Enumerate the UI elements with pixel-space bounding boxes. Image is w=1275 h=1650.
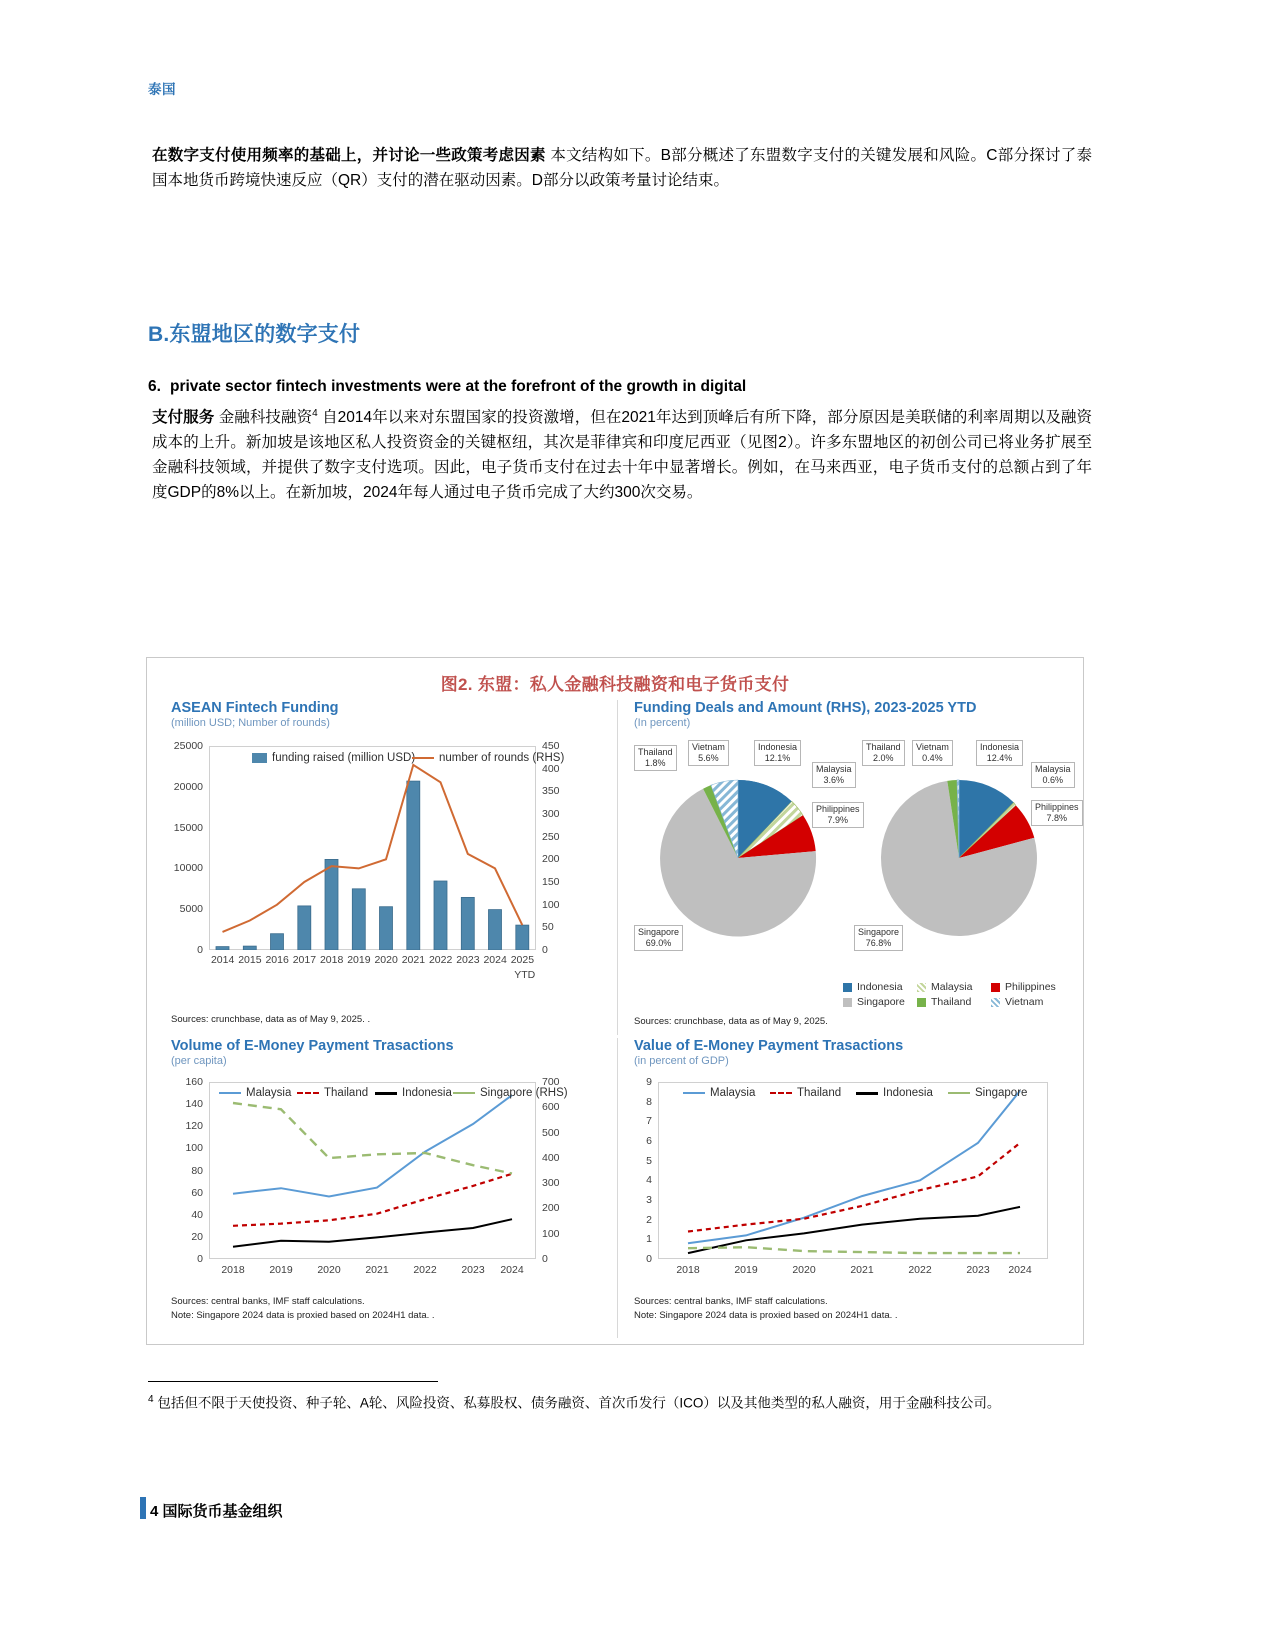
xtick: 2019 [347,954,371,966]
xtick: 2019 [269,1264,293,1276]
pie-label-name: Vietnam [692,742,725,752]
footer [150,1500,283,1521]
pie-label-value: 12.1% [764,752,791,763]
running-head: 泰国 [148,82,176,97]
legend-swatch-bar [252,753,267,763]
paragraph-6-heading-en: private sector fintech investments were at the forefront of the growth in digital [170,378,747,395]
xtick: 2024 [1008,1264,1032,1276]
ytick-left: 60 [191,1186,203,1199]
ytick-right: 250 [542,830,560,843]
xtick: 2018 [676,1264,700,1276]
pie-label-singapore-right [854,925,903,951]
ytick-left: 15000 [173,821,203,834]
ytick-left: 7 [646,1115,652,1128]
legend-label: Malaysia [710,1087,756,1099]
xtick: 2018 [221,1264,245,1276]
figure-2 [146,657,1084,1345]
ytick-right: 0 [542,944,548,956]
xtick: 2022 [413,1264,437,1276]
legend-label: Thailand [931,996,972,1008]
legend-label: Singapore [975,1087,1028,1099]
xtick: 2020 [317,1264,341,1276]
chart-subtitle-pies: (In percent) [634,717,691,729]
xtick: 2016 [265,954,289,966]
legend-swatch-singapore [453,1092,475,1094]
ytick-left: 20 [191,1230,203,1243]
ytick-left: 80 [191,1164,203,1177]
legend-label-funding-raised: funding raised (million USD) [272,752,416,764]
footnote-marker-inline: 4 [312,407,318,419]
ytick-right: 100 [542,1227,560,1240]
legend-label: Indonesia [402,1087,452,1099]
pie-label-name: Singapore [638,927,680,937]
legend-swatch-singapore [948,1092,970,1094]
ytick-left: 5 [646,1154,652,1167]
legend-item-indonesia [843,981,917,993]
xtick: 2019 [734,1264,758,1276]
chart-title-volume: Volume of E-Money Payment Trasactions [171,1038,454,1054]
footnote-text: 包括但不限于天使投资、种子轮、A轮、风险投资、私募股权、债务融资、首次币发行（ICO）以及其他类型的私人融资，用于金融科技公司。 [157,1395,1001,1411]
source-funding: Sources: crunchbase, data as of May 9, 2025. . [171,1014,371,1025]
pie-label-value: 0.6% [1042,774,1064,785]
xtick: 2024 [483,954,507,966]
legend-swatch-thailand [917,998,926,1007]
legend-swatch-thailand [297,1092,319,1094]
pie-label-value: 5.6% [698,752,719,763]
ytick-left: 5000 [179,903,203,916]
legend-swatch-philippines [991,983,1000,992]
legend-swatch-malaysia [219,1092,241,1094]
legend-swatch-singapore [843,998,852,1007]
pie-label-name: Malaysia [816,764,852,774]
chart-subtitle-value: (in percent of GDP) [634,1055,729,1067]
pie-label-name: Philippines [1035,802,1079,812]
pie-label-value: 1.8% [645,757,666,768]
pie-legend [843,981,1065,1008]
chart-volume-emoney [157,1038,612,1338]
plot-area-volume [157,1076,612,1291]
intro-paragraph [152,143,1092,193]
xtick: 2022 [908,1264,932,1276]
legend-label: Indonesia [883,1087,933,1099]
ytick-left: 120 [185,1120,203,1133]
legend-volume-thailand [297,1087,368,1099]
chart-title-pies: Funding Deals and Amount (RHS), 2023-2025 YTD [634,700,977,716]
xtick: 2014 [210,954,235,966]
pie-label-name: Vietnam [916,742,949,752]
ytick-left: 8 [646,1095,652,1108]
xtick: 2017 [292,954,317,966]
xtick: 2021 [401,954,426,966]
legend-funding-line [412,752,564,764]
ytick-left: 1 [646,1233,652,1246]
xtick: 2022 [428,954,453,966]
ytick-left: 10000 [173,862,203,875]
legend-item-philippines [991,981,1065,993]
legend-value-singapore [948,1087,1027,1099]
pie-label-name: Thailand [866,742,901,752]
xtick: 2023 [461,1264,485,1276]
pie-label-value: 7.9% [827,814,849,825]
legend-swatch-line [412,757,434,759]
legend-swatch-indonesia [375,1092,397,1095]
xtick: 2018 [319,954,344,966]
chart-funding-deals-share [617,700,1079,1035]
legend-label: Malaysia [931,981,973,993]
ytick-left: 20000 [173,780,203,793]
chart-value-emoney [617,1038,1075,1338]
figure-title: 图2. 东盟：私人金融科技融资和电子货币支付 [440,675,790,694]
ytick-left: 9 [646,1076,652,1088]
ytick-right: 600 [542,1101,560,1114]
ytick-left: 0 [197,1253,203,1265]
pie-label-vietnam-left [688,740,729,766]
legend-swatch-malaysia [917,983,926,992]
xtick: 2021 [365,1264,389,1276]
pie-label-value: 7.8% [1046,812,1068,823]
legend-swatch-thailand [770,1092,792,1094]
funding-bars-and-line-svg [209,746,536,950]
xtick: 2025 [510,954,535,966]
legend-label: Singapore (RHS) [480,1087,568,1099]
legend-label: Singapore [857,996,905,1008]
ytick-right: 500 [542,1126,560,1139]
pie-label-philippines-right [1031,800,1083,826]
source-value: Sources: central banks, IMF staff calculations. [634,1296,828,1307]
plot-area-value [618,1076,1076,1291]
footer-page-number: 4 [150,1503,159,1520]
xtick: 2024 [500,1264,524,1276]
paragraph-6-bold-lead: 支付服务 [152,409,215,426]
chart-subtitle-funding: (million USD; Number of rounds) [171,717,330,729]
ytick-left: 3 [646,1194,652,1206]
volume-lines-svg [209,1082,536,1259]
pie-label-malaysia-right [1031,762,1075,788]
xtick: 2020 [374,954,398,966]
note-volume: Note: Singapore 2024 data is proxied based on 2024H1 data. . [171,1310,435,1321]
legend-item-thailand [917,996,991,1008]
pie-label-value: 12.4% [986,752,1013,763]
ytick-right: 350 [542,785,560,798]
plot-area-funding [157,738,612,988]
legend-label: Thailand [324,1087,369,1099]
pie-label-singapore-left [634,925,683,951]
pie-label-name: Indonesia [980,742,1020,752]
legend-value-thailand [770,1087,841,1099]
pie-label-value: 76.8% [865,937,892,948]
source-volume: Sources: central banks, IMF staff calculations. [171,1296,365,1307]
chart-subtitle-volume: (per capita) [171,1055,227,1067]
pie-label-value: 3.6% [823,774,845,785]
legend-value-malaysia [683,1087,755,1099]
chart-title-value: Value of E-Money Payment Trasactions [634,1038,904,1054]
legend-label-number-of-rounds: number of rounds (RHS) [439,752,565,764]
xtick: 2020 [792,1264,816,1276]
ytick-right: 300 [542,808,560,820]
legend-swatch-vietnam [991,998,1000,1007]
legend-label: Thailand [797,1087,842,1099]
section-heading-b: B.东盟地区的数字支付 [148,323,361,346]
legend-funding-bar [252,752,415,764]
xtick: 2021 [850,1264,874,1276]
legend-volume-indonesia [375,1087,452,1099]
legend-label: Malaysia [246,1087,292,1099]
pies-area [626,740,1079,980]
ytick-right: 200 [542,1202,560,1215]
pie-label-name: Thailand [638,747,673,757]
chart-title-funding: ASEAN Fintech Funding [171,700,339,716]
ytick-left: 25000 [173,740,203,752]
ytick-right: 400 [542,1151,560,1164]
ytick-left: 2 [646,1213,652,1226]
legend-swatch-indonesia [856,1092,878,1095]
legend-swatch-indonesia [843,983,852,992]
legend-item-vietnam [991,996,1065,1008]
pie-label-thailand-left [634,745,677,771]
ytick-left: 40 [191,1208,203,1221]
pie-label-name: Malaysia [1035,764,1071,774]
value-lines-svg [658,1082,1048,1259]
ytick-right: 300 [542,1177,560,1190]
pie-label-indonesia-right [976,740,1023,766]
note-value: Note: Singapore 2024 data is proxied based on 2024H1 data. . [634,1310,898,1321]
ytick-right: 400 [542,762,560,775]
pie-label-value: 69.0% [645,937,672,948]
ytick-left: 0 [197,944,203,956]
ytick-right: 0 [542,1253,548,1265]
ytick-left: 4 [646,1174,652,1187]
paragraph-6-body [152,405,1092,505]
paragraph-6-number: 6. [148,378,161,395]
legend-volume-malaysia [219,1087,291,1099]
pie-label-thailand-right [862,740,905,766]
legend-label: Indonesia [857,981,903,993]
xtick: 2023 [966,1264,990,1276]
footer-org: 国际货币基金组织 [162,1503,283,1520]
pie-label-philippines-left [812,802,864,828]
pie-label-malaysia-left [812,762,856,788]
ytick-left: 100 [185,1142,203,1155]
ytick-right: 100 [542,898,560,911]
legend-label: Vietnam [1005,996,1044,1008]
ytick-left: 0 [646,1253,652,1265]
paragraph-6-heading [148,375,1098,398]
footnote-separator [148,1381,438,1382]
pie-label-indonesia-left [754,740,801,766]
ytick-right: 700 [542,1076,560,1088]
chart-asean-fintech-funding [157,700,612,1035]
ytick-right: 50 [542,921,554,934]
source-pies: Sources: crunchbase, data as of May 9, 2025. [634,1016,828,1027]
paragraph-6-body-pre: 金融科技融资 [218,409,313,426]
pie-label-vietnam-right [912,740,953,766]
legend-volume-singapore [453,1087,568,1099]
pie-label-name: Philippines [816,804,860,814]
intro-bold-lead: 在数字支付使用频率的基础上，并讨论一些政策考虑因素 [152,147,546,164]
pie-label-value: 0.4% [922,752,943,763]
ytick-left: 160 [185,1076,203,1088]
pie-label-value: 2.0% [873,752,894,763]
legend-swatch-malaysia [683,1092,705,1094]
legend-label: Philippines [1005,981,1056,993]
xtick: 2015 [238,954,262,966]
pie-label-name: Indonesia [758,742,798,752]
ytick-right: 450 [542,740,560,752]
footnote-number: 4 [148,1394,154,1405]
xtick-ytd: YTD [514,969,536,981]
footer-accent-bar [140,1497,146,1519]
pie-label-name: Singapore [858,927,900,937]
ytick-left: 6 [646,1135,652,1147]
intro-rest: 本文结构如下。B部分概述了东盟数字支付的关键发展和风险。C部分探讨了泰国本地货币跨境快速反应（QR）支付的潜在驱动因素。D部分以政策考量讨论结束。 [152,147,1092,190]
ytick-left: 140 [185,1098,203,1111]
legend-item-malaysia [917,981,991,993]
ytick-right: 200 [542,853,560,866]
legend-item-singapore [843,996,917,1008]
paragraph-6-body-text: 自2014年以来对东盟国家的投资激增，但在2021年达到顶峰后有所下降，部分原因是美联储的利率周期以及融资成本的上升。新加坡是该地区私人投资资金的关键枢纽，其次是菲律宾和印度尼西亚（见图2）。许多东盟地区的初创公司已将业务扩展至金融科技领域，并提供了数字支付选项。因此，电子货币支付在过去十年中显著增长。例如，在马来西亚，电子货币支付的总额占到了年度GDP的8%以上。在新加坡，2024年每人通过电子货币完成了大约300次交易。 [152,409,1092,502]
footnote-4 [148,1392,1098,1414]
legend-value-indonesia [856,1087,933,1099]
xtick: 2023 [456,954,480,966]
ytick-right: 150 [542,876,560,888]
